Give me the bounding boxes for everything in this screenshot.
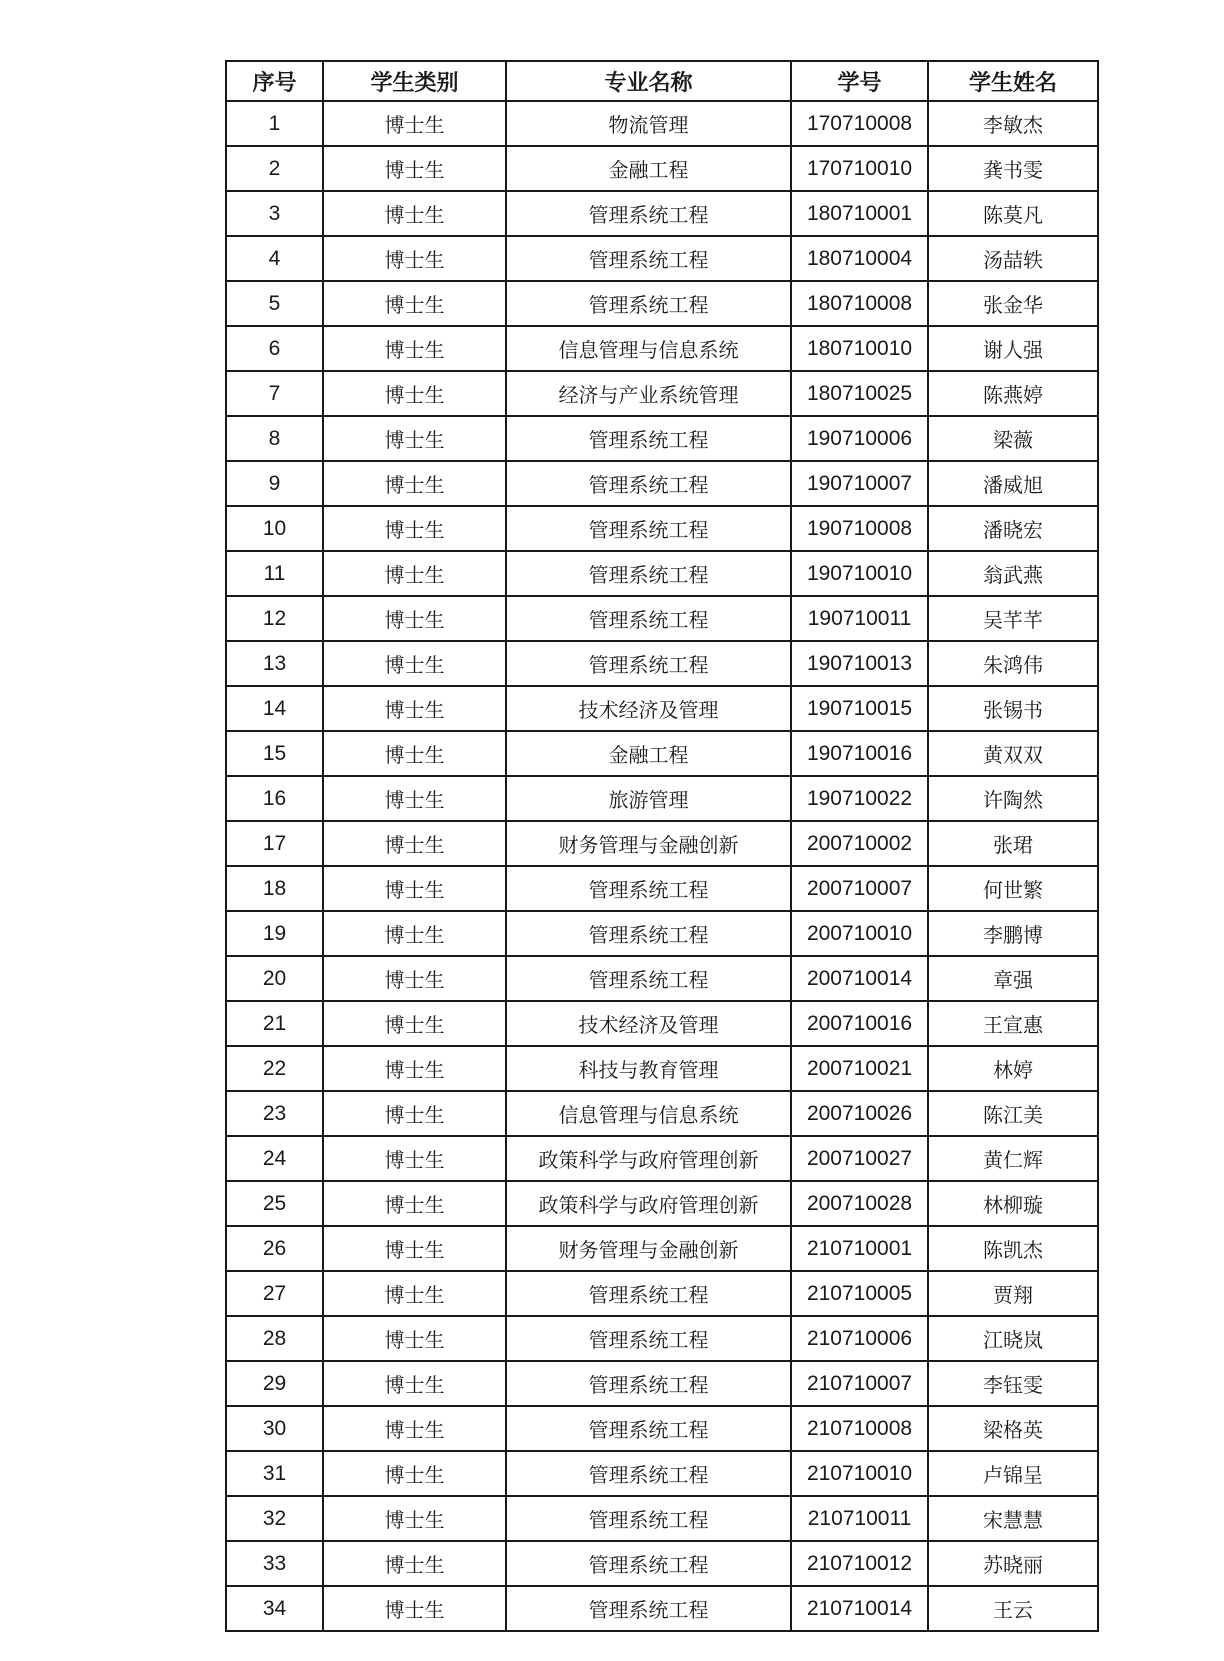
cell-index: 32: [226, 1496, 323, 1541]
table-row: [226, 776, 1098, 821]
cell-major: 管理系统工程: [506, 641, 791, 686]
table-body: [226, 101, 1098, 1631]
cell-student-id: 190710008: [791, 506, 928, 551]
cell-index: 22: [226, 1046, 323, 1091]
cell-student-id: 200710016: [791, 1001, 928, 1046]
cell-student-name: 王云: [928, 1586, 1098, 1631]
cell-student-name: 梁薇: [928, 416, 1098, 461]
header-student-name: 学生姓名: [928, 61, 1098, 101]
cell-student-type: 博士生: [323, 1361, 506, 1406]
cell-major: 管理系统工程: [506, 596, 791, 641]
cell-index: 9: [226, 461, 323, 506]
cell-student-id: 210710008: [791, 1406, 928, 1451]
cell-student-type: 博士生: [323, 236, 506, 281]
cell-student-id: 190710007: [791, 461, 928, 506]
cell-student-type: 博士生: [323, 641, 506, 686]
cell-major: 管理系统工程: [506, 281, 791, 326]
cell-student-name: 张金华: [928, 281, 1098, 326]
cell-index: 7: [226, 371, 323, 416]
cell-index: 12: [226, 596, 323, 641]
cell-student-type: 博士生: [323, 1046, 506, 1091]
cell-student-id: 180710025: [791, 371, 928, 416]
student-table: [225, 60, 1099, 1632]
cell-student-type: 博士生: [323, 1271, 506, 1316]
table-row: [226, 506, 1098, 551]
cell-index: 8: [226, 416, 323, 461]
cell-student-id: 210710001: [791, 1226, 928, 1271]
cell-index: 5: [226, 281, 323, 326]
cell-major: 管理系统工程: [506, 1586, 791, 1631]
table-row: [226, 1136, 1098, 1181]
table-row: [226, 326, 1098, 371]
table-row: [226, 1496, 1098, 1541]
cell-major: 管理系统工程: [506, 1496, 791, 1541]
cell-major: 管理系统工程: [506, 866, 791, 911]
cell-major: 信息管理与信息系统: [506, 1091, 791, 1136]
cell-major: 管理系统工程: [506, 506, 791, 551]
table-row: [226, 1001, 1098, 1046]
cell-index: 16: [226, 776, 323, 821]
cell-student-id: 200710010: [791, 911, 928, 956]
cell-major: 技术经济及管理: [506, 1001, 791, 1046]
cell-student-id: 200710027: [791, 1136, 928, 1181]
cell-student-id: 210710010: [791, 1451, 928, 1496]
cell-index: 17: [226, 821, 323, 866]
cell-student-name: 吴芊芊: [928, 596, 1098, 641]
cell-student-name: 陈江美: [928, 1091, 1098, 1136]
cell-student-id: 190710016: [791, 731, 928, 776]
table-row: [226, 641, 1098, 686]
cell-student-type: 博士生: [323, 416, 506, 461]
cell-index: 28: [226, 1316, 323, 1361]
cell-index: 1: [226, 101, 323, 146]
cell-student-name: 卢锦呈: [928, 1451, 1098, 1496]
cell-major: 管理系统工程: [506, 551, 791, 596]
cell-major: 管理系统工程: [506, 416, 791, 461]
cell-major: 信息管理与信息系统: [506, 326, 791, 371]
cell-student-type: 博士生: [323, 101, 506, 146]
cell-index: 13: [226, 641, 323, 686]
cell-student-id: 190710011: [791, 596, 928, 641]
table-row: [226, 146, 1098, 191]
cell-student-name: 朱鸿伟: [928, 641, 1098, 686]
cell-student-type: 博士生: [323, 821, 506, 866]
cell-student-id: 180710010: [791, 326, 928, 371]
cell-major: 技术经济及管理: [506, 686, 791, 731]
cell-major: 管理系统工程: [506, 1361, 791, 1406]
cell-student-type: 博士生: [323, 551, 506, 596]
cell-index: 21: [226, 1001, 323, 1046]
table-row: [226, 866, 1098, 911]
cell-index: 29: [226, 1361, 323, 1406]
table-row: [226, 1091, 1098, 1136]
cell-index: 14: [226, 686, 323, 731]
cell-major: 管理系统工程: [506, 1271, 791, 1316]
table-row: [226, 731, 1098, 776]
cell-major: 金融工程: [506, 146, 791, 191]
cell-student-id: 190710022: [791, 776, 928, 821]
table-row: [226, 1406, 1098, 1451]
cell-student-name: 龚书雯: [928, 146, 1098, 191]
table-row: [226, 1586, 1098, 1631]
cell-student-id: 170710008: [791, 101, 928, 146]
cell-student-name: 梁格英: [928, 1406, 1098, 1451]
cell-student-id: 210710011: [791, 1496, 928, 1541]
cell-student-id: 190710006: [791, 416, 928, 461]
table-row: [226, 1271, 1098, 1316]
table-row: [226, 371, 1098, 416]
cell-major: 物流管理: [506, 101, 791, 146]
cell-major: 管理系统工程: [506, 1316, 791, 1361]
cell-student-type: 博士生: [323, 731, 506, 776]
table-row: [226, 1046, 1098, 1091]
cell-student-type: 博士生: [323, 1226, 506, 1271]
cell-student-type: 博士生: [323, 1316, 506, 1361]
cell-student-name: 林婷: [928, 1046, 1098, 1091]
cell-student-type: 博士生: [323, 1541, 506, 1586]
cell-student-id: 210710005: [791, 1271, 928, 1316]
cell-student-type: 博士生: [323, 1406, 506, 1451]
cell-student-id: 190710015: [791, 686, 928, 731]
cell-index: 4: [226, 236, 323, 281]
table-header-row: [226, 61, 1098, 101]
table-row: [226, 911, 1098, 956]
cell-student-name: 王宣惠: [928, 1001, 1098, 1046]
cell-student-name: 章强: [928, 956, 1098, 1001]
cell-student-name: 何世繁: [928, 866, 1098, 911]
cell-student-id: 200710002: [791, 821, 928, 866]
cell-student-name: 李鹏博: [928, 911, 1098, 956]
cell-student-type: 博士生: [323, 146, 506, 191]
cell-major: 管理系统工程: [506, 236, 791, 281]
cell-student-id: 200710014: [791, 956, 928, 1001]
cell-student-id: 200710021: [791, 1046, 928, 1091]
table-row: [226, 416, 1098, 461]
cell-student-name: 李敏杰: [928, 101, 1098, 146]
cell-student-name: 黄仁辉: [928, 1136, 1098, 1181]
cell-major: 管理系统工程: [506, 1406, 791, 1451]
table-row: [226, 821, 1098, 866]
table-row: [226, 1541, 1098, 1586]
cell-student-name: 许陶然: [928, 776, 1098, 821]
cell-major: 经济与产业系统管理: [506, 371, 791, 416]
header-student-id: 学号: [791, 61, 928, 101]
cell-student-id: 210710007: [791, 1361, 928, 1406]
cell-student-type: 博士生: [323, 1586, 506, 1631]
cell-major: 科技与教育管理: [506, 1046, 791, 1091]
cell-student-id: 180710004: [791, 236, 928, 281]
table-row: [226, 236, 1098, 281]
cell-index: 26: [226, 1226, 323, 1271]
cell-student-type: 博士生: [323, 911, 506, 956]
cell-student-type: 博士生: [323, 956, 506, 1001]
cell-student-id: 200710026: [791, 1091, 928, 1136]
cell-major: 金融工程: [506, 731, 791, 776]
cell-student-type: 博士生: [323, 506, 506, 551]
cell-major: 政策科学与政府管理创新: [506, 1181, 791, 1226]
table-row: [226, 281, 1098, 326]
cell-student-name: 苏晓丽: [928, 1541, 1098, 1586]
cell-student-name: 宋慧慧: [928, 1496, 1098, 1541]
cell-index: 18: [226, 866, 323, 911]
cell-major: 管理系统工程: [506, 191, 791, 236]
cell-student-name: 张锡书: [928, 686, 1098, 731]
cell-student-id: 170710010: [791, 146, 928, 191]
cell-student-type: 博士生: [323, 776, 506, 821]
table-row: [226, 1361, 1098, 1406]
cell-student-type: 博士生: [323, 1001, 506, 1046]
cell-index: 30: [226, 1406, 323, 1451]
cell-index: 34: [226, 1586, 323, 1631]
header-student-type: 学生类别: [323, 61, 506, 101]
table-row: [226, 551, 1098, 596]
cell-index: 6: [226, 326, 323, 371]
table-row: [226, 461, 1098, 506]
cell-student-id: 190710013: [791, 641, 928, 686]
cell-student-name: 谢人强: [928, 326, 1098, 371]
table-row: [226, 956, 1098, 1001]
cell-index: 33: [226, 1541, 323, 1586]
cell-student-name: 潘晓宏: [928, 506, 1098, 551]
cell-student-type: 博士生: [323, 191, 506, 236]
table-row: [226, 1181, 1098, 1226]
cell-student-type: 博士生: [323, 1136, 506, 1181]
cell-student-name: 张珺: [928, 821, 1098, 866]
cell-student-type: 博士生: [323, 596, 506, 641]
cell-index: 24: [226, 1136, 323, 1181]
cell-index: 25: [226, 1181, 323, 1226]
cell-student-name: 江晓岚: [928, 1316, 1098, 1361]
cell-index: 20: [226, 956, 323, 1001]
cell-student-type: 博士生: [323, 866, 506, 911]
cell-index: 10: [226, 506, 323, 551]
cell-student-name: 潘威旭: [928, 461, 1098, 506]
cell-student-name: 汤喆轶: [928, 236, 1098, 281]
cell-major: 财务管理与金融创新: [506, 821, 791, 866]
cell-student-id: 190710010: [791, 551, 928, 596]
cell-student-id: 210710012: [791, 1541, 928, 1586]
cell-student-type: 博士生: [323, 371, 506, 416]
cell-index: 2: [226, 146, 323, 191]
cell-major: 旅游管理: [506, 776, 791, 821]
header-index: 序号: [226, 61, 323, 101]
cell-index: 19: [226, 911, 323, 956]
cell-index: 31: [226, 1451, 323, 1496]
cell-index: 11: [226, 551, 323, 596]
cell-student-name: 翁武燕: [928, 551, 1098, 596]
cell-student-name: 贾翔: [928, 1271, 1098, 1316]
table-row: [226, 1451, 1098, 1496]
cell-student-name: 陈莫凡: [928, 191, 1098, 236]
cell-student-type: 博士生: [323, 1181, 506, 1226]
cell-student-type: 博士生: [323, 461, 506, 506]
cell-student-id: 210710006: [791, 1316, 928, 1361]
cell-student-type: 博士生: [323, 686, 506, 731]
cell-student-type: 博士生: [323, 1091, 506, 1136]
table-row: [226, 686, 1098, 731]
cell-index: 23: [226, 1091, 323, 1136]
cell-student-name: 林柳璇: [928, 1181, 1098, 1226]
cell-major: 管理系统工程: [506, 461, 791, 506]
cell-student-name: 陈凯杰: [928, 1226, 1098, 1271]
cell-student-name: 李钰雯: [928, 1361, 1098, 1406]
cell-major: 财务管理与金融创新: [506, 1226, 791, 1271]
cell-major: 管理系统工程: [506, 1451, 791, 1496]
cell-major: 管理系统工程: [506, 911, 791, 956]
cell-student-type: 博士生: [323, 1496, 506, 1541]
cell-student-name: 陈燕婷: [928, 371, 1098, 416]
cell-index: 27: [226, 1271, 323, 1316]
header-major: 专业名称: [506, 61, 791, 101]
cell-student-type: 博士生: [323, 1451, 506, 1496]
table-row: [226, 191, 1098, 236]
table-row: [226, 596, 1098, 641]
table-row: [226, 1316, 1098, 1361]
cell-student-type: 博士生: [323, 326, 506, 371]
cell-student-name: 黄双双: [928, 731, 1098, 776]
student-list-sheet: [225, 60, 1099, 1632]
cell-major: 管理系统工程: [506, 956, 791, 1001]
table-row: [226, 101, 1098, 146]
cell-student-id: 180710008: [791, 281, 928, 326]
cell-student-id: 210710014: [791, 1586, 928, 1631]
cell-major: 政策科学与政府管理创新: [506, 1136, 791, 1181]
cell-major: 管理系统工程: [506, 1541, 791, 1586]
cell-student-id: 180710001: [791, 191, 928, 236]
cell-student-id: 200710028: [791, 1181, 928, 1226]
cell-student-type: 博士生: [323, 281, 506, 326]
cell-index: 3: [226, 191, 323, 236]
cell-student-id: 200710007: [791, 866, 928, 911]
table-row: [226, 1226, 1098, 1271]
cell-index: 15: [226, 731, 323, 776]
